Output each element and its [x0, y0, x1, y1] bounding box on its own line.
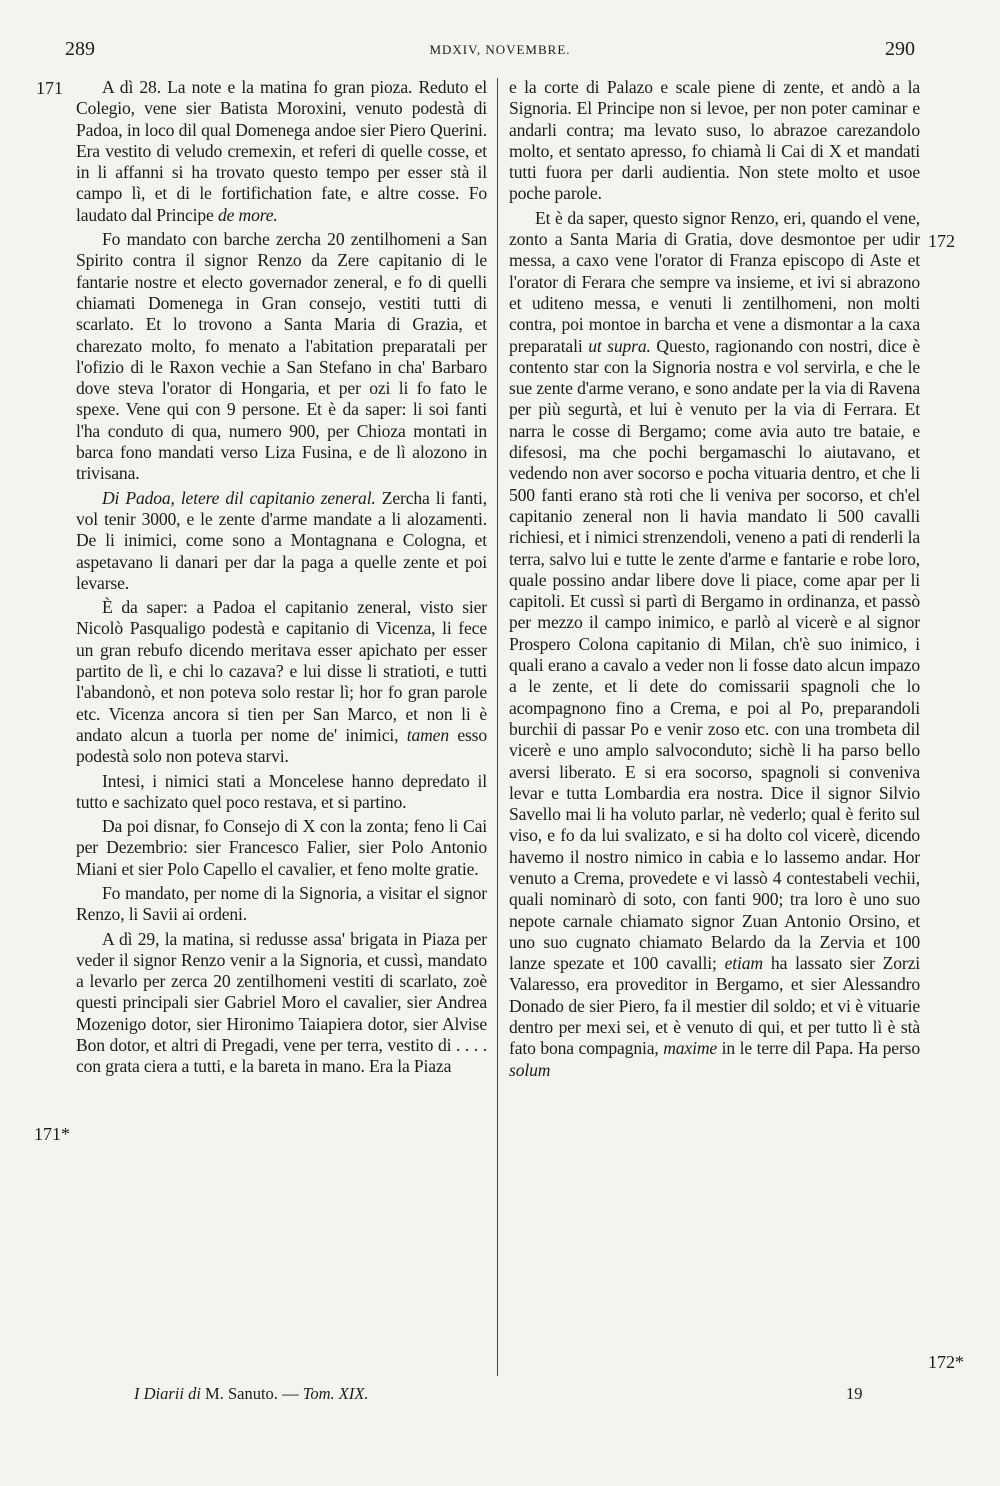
paragraph: Di Padoa, letere dil capitanio zeneral. Zercha li fanti, vol tenir 3000, e le zente d'arme mandate a li alozamenti. De li inimici, come sono a Montagnana e Cologna, et aspetavano li danari per dar la paga a quelle zente et poi levarse. [76, 487, 487, 593]
signature-mark: 19 [846, 1384, 863, 1403]
running-head: MDXIV, NOVEMBRE. [429, 42, 571, 57]
paragraph: Da poi disnar, fo Consejo di X con la zonta; feno li Cai per Dezembrio: sier Francesco Falier, sier Polo Antonio Miani et sier Polo Capello el cavalier, et feno molte gratie. [76, 816, 487, 879]
column-divider [497, 78, 498, 1376]
paragraph: Fo mandato con barche zercha 20 zentilhomeni a San Spirito contra il signor Renzo da Zere capitanio di le fantarie nostre et electo governador zeneral, e fo di quelli chiamati Domenega in Gran consejo, vestiti tutti di scarlato. Et lo trovono a Santa Maria di Grazia, et charezato molto, fo menato a l'abitation preparatali per l'ofizio di le Raxon vechie a San Stefano in cha' Barbaro dove steva l'orator di Hongaria, et per ozi li fo fato le spexe. Vene qui con 9 persone. Et è da saper: li soi fanti l'ha conduto di qua, numero 900, per Chioza montati in barca fono mandati verso Liza Fusina, e de lì alozono in trivisana. [76, 229, 487, 484]
page-number-right: 290 [885, 38, 915, 60]
page-header [0, 38, 1000, 62]
page-number-left: 289 [65, 38, 95, 60]
paragraph: A dì 29, la matina, si redusse assa' brigata in Piaza per veder il signor Renzo venir a la Signoria, et cussì, mandato a levarlo per zerca 20 zentilhomeni vestiti di scarlato, zoè questi principali sier Gabriel Moro el cavalier, sier Andrea Mozenigo dotor, sier Hironimo Taiapiera dotor, sier Alvise Bon dotor, et altri di Pregadi, vene per terra, vestito di . . . . con grata ciera a tutti, e la bareta in mano. Era la Piaza [76, 928, 487, 1077]
paragraph: Intesi, i nimici stati a Moncelese hanno depredato il tutto e sachizato quel poco restava, et si partino. [76, 770, 487, 812]
paragraph: È da saper: a Padoa el capitanio zeneral, visto sier Nicolò Pasqualigo podestà e capitanio di Vicenza, li fece un gran rebufo dicendo meritava esser apichato per esser partito de lì, e chi lo cazava? e lui disse li stratioti, e tutti l'abandonò, et non poteva solo restar lì; hor fo gran parole etc. Vicenza ancora si tien per San Marco, et non li è andato alcun a tuorla per nome de' inimici, tamen esso podestà solo non poteva starvi. [76, 597, 488, 767]
margin-note: 171 [36, 78, 63, 98]
margin-note: 171* [34, 1124, 70, 1144]
paragraph: A dì 28. La note e la matina fo gran pioza. Reduto el Colegio, vene sier Batista Moroxini, venuto podestà di Padoa, in loco dil qual Domenega andoe sier Piero Querini. Era vestito di veludo cremexin, et referi di quelle cosse, et in li affanni si ha trovato questo tempo per esser stà il campo lì, et di le fortifichation fate, e altre cosse. Fo laudato dal Principe de more. [76, 77, 487, 225]
paragraph: Fo mandato, per nome di la Signoria, a visitar el signor Renzo, li Savii ai ordeni. [76, 882, 487, 925]
right-column [509, 77, 920, 1081]
margin-note: 172* [928, 1352, 964, 1372]
left-column [76, 77, 487, 1078]
paragraph: e la corte di Palazo e scale piene di zente, et andò a la Signoria. El Principe non si levoe, per non poter caminar e andarli contra; ma levato suso, lo abrazoe carezandolo molto, et sentato apresso, fo chiamà li Cai di X et mandati tutti fuora per darli audientia. Non stete molto et usoe poche parole. [509, 77, 920, 204]
margin-note: 172 [928, 231, 955, 251]
footer-title: I Diarii di M. Sanuto. — Tom. XIX. [134, 1384, 369, 1403]
paragraph: Et è da saper, questo signor Renzo, eri, quando el vene, zonto a Santa Maria di Gratia, dove desmontoe per udir messa, a caxo vene l'orator di Franza episcopo di Aste et l'orator di Ferara che sempre va insieme, et ivi si abrazono et uditeno messa, e venuti li zentilhomeni, non molti contra, poi montoe in barcha et vene a dismontar a la caxa preparatali ut supra. Questo, ragionando con nostri, dice è contento star con la Signoria nostra e vol servirla, e che le sue zente d'arme verano, e sono andate per la via di Ravena per più segurtà, et lui è venuto per la via di Ferrara. Et narra le cosse di Bergamo; come avia auto tre bataie, e difesosi, ma che pochi bergamaschi lo aiutavano, et vedendo non aver socorso e pocha vituaria dentro, et che li 500 fanti erano stà roti che li veniva per socorso, et ch'el capitanio zeneral non li havia mandato li 500 cavalli richiesi, et i nimici strenzendoli, veneno a pati di renderli la terra, salvo lui e tutte le zente d'arme e fantarie e robe loro, quale possino andar libere dove li piace, come apar per li capitoli. Et cussì si partì di Bergamo in ordinanza, et passò per mezzo il campo inimico, e parlò al vicerè e al signor Prospero Colona capitanio di Milan, ch'è suo inimico, i quali erano a cavalo a veder non li fosse dato alcun impazo a le zente, et li dete do comissarii spagnoli che lo acompagnono fino a Crema, e poi al Po, preparandoli burchii di passar Po e venir zoso etc. con una trombeta dil vicerè e uno amplo salvoconduto; sichè li ha parso bello aversi liberato. E si era socorso, spagnoli si conveniva levar e tutta Lombardia era nostra. Dice il signor Silvio Savello mai li ha voluto parlar, nè vederlo; qual è ferito sul viso, e fo da lui svalizato, e si ha dolto col vicerè, dicendo havemo il nostro nimico in cabia e lo lassemo andar. Hor venuto a Crema, provedete e vi lassò 4 contestabeli vechii, quali nominarò di soto, con fanti 900; tra loro è uno suo nepote carnale chiamato signor Zuan Antonio Orsino, et uno suo cugnato chiamato Belardo da la Zervia et 100 lanze spezate et 100 cavalli; etiam ha lassato sier Zorzi Valaresso, era proveditor in Bergamo, et sier Alessandro Donado de sier Piero, fa il mestier dil soldo; et vi è vituarie dentro per mexi sei, et è venuto di qui, et per tutto lì è stà fato bona compagnia, maxime in le terre dil Papa. Ha perso solum [509, 207, 921, 1080]
